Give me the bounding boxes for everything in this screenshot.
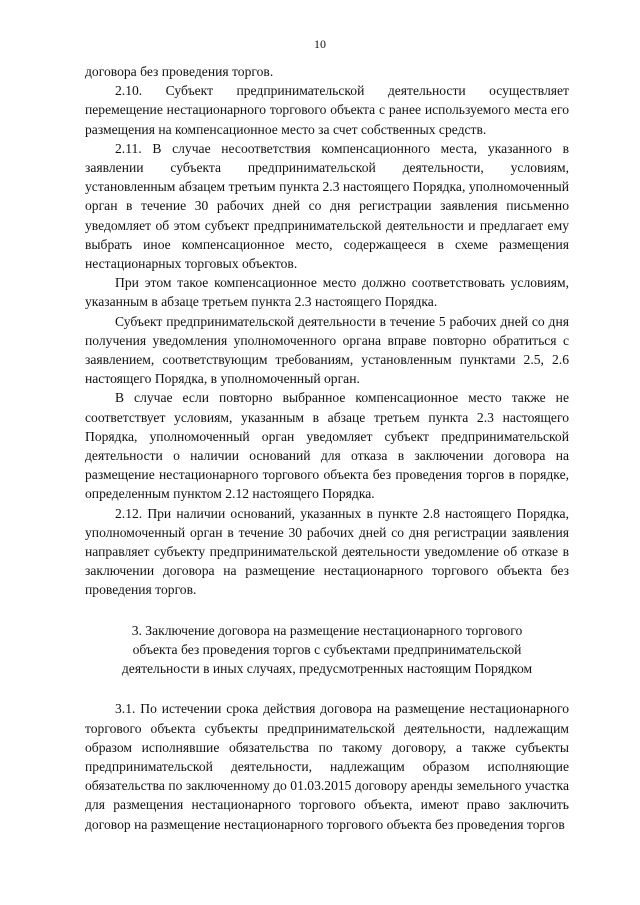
section-heading-line: объекта без проведения торгов с субъектами предпринимательской: [132, 641, 522, 657]
paragraph-2-11: 2.11. В случае несоответствия компенсационного места, указанного в заявлении субъекта предпринимательской деятельности, условиям, установленным абзацем третьим пункта 2.3 настоящего Порядка, уполномоченный орган в течение 30 рабочих дней со дня регистрации заявления письменно уведомляет об этом субъект предпринимательской деятельности и предлагает ему выбрать иное компенсационное место, содержащееся в схеме размещения нестационарных торговых объектов.: [85, 140, 569, 272]
paragraph-2-10: 2.10. Субъект предпринимательской деятельности осуществляет перемещение нестационарного торгового объекта с ранее используемого места его размещения на компенсационное место за счет собственных средств.: [85, 83, 569, 137]
paragraph-continuation: договора без проведения торгов.: [85, 64, 274, 79]
paragraph-3-1: 3.1. По истечении срока действия договора на размещение нестационарного торгового объекта субъекты предпринимательской деятельности, надлежащим образом исполнявшие обязательства по такому договору, а также субъекты предпринимательской деятельности, надлежащим образом исполняющие обязательства по заключенному до 01.03.2015 договору аренды земельного участка для размещения нестационарного торгового объекта, имеют право заключить договор на размещение нестационарного торгового объекта без проведения торгов: [85, 701, 569, 832]
section-heading-line: деятельности в иных случаях, предусмотренных настоящим Порядком: [121, 661, 533, 677]
paragraph-compensation-conditions: При этом такое компенсационное место должно соответствовать условиям, указанным в абзаце третьем пункта 2.3 настоящего Порядка.: [85, 275, 569, 310]
paragraph-refusal-grounds: В случае если повторно выбранное компенсационное место также не соответствует условиям, указанным в абзаце третьем пункта 2.3 настоящего Порядка, уполномоченный орган уведомляет субъект предпринимательской деятельности о наличии оснований для отказа в заключении договора на размещение нестационарного торгового объекта без проведения торгов в порядке, определенным пунктом 2.12 настоящего Порядка.: [85, 390, 569, 502]
paragraph-2-12: 2.12. При наличии оснований, указанных в пункте 2.8 настоящего Порядка, уполномоченный орган в течение 30 рабочих дней со дня регистрации заявления направляет субъекту предпринимательской деятельности уведомление об отказе в заключении договора на размещение нестационарного торгового объекта без проведения торгов.: [85, 505, 569, 598]
page-number: 10: [314, 37, 326, 51]
paragraph-repeat-application: Субъект предпринимательской деятельности в течение 5 рабочих дней со дня получения уведомления уполномоченного органа вправе повторно обратиться с заявлением, соответствующим требованиям, установленным пунктами 2.5, 2.6 настоящего Порядка, в уполномоченный орган.: [85, 313, 569, 387]
section-heading-line: 3. Заключение договора на размещение нестационарного торгового: [131, 622, 523, 638]
section-heading: [85, 621, 569, 679]
document-body: [85, 62, 569, 834]
